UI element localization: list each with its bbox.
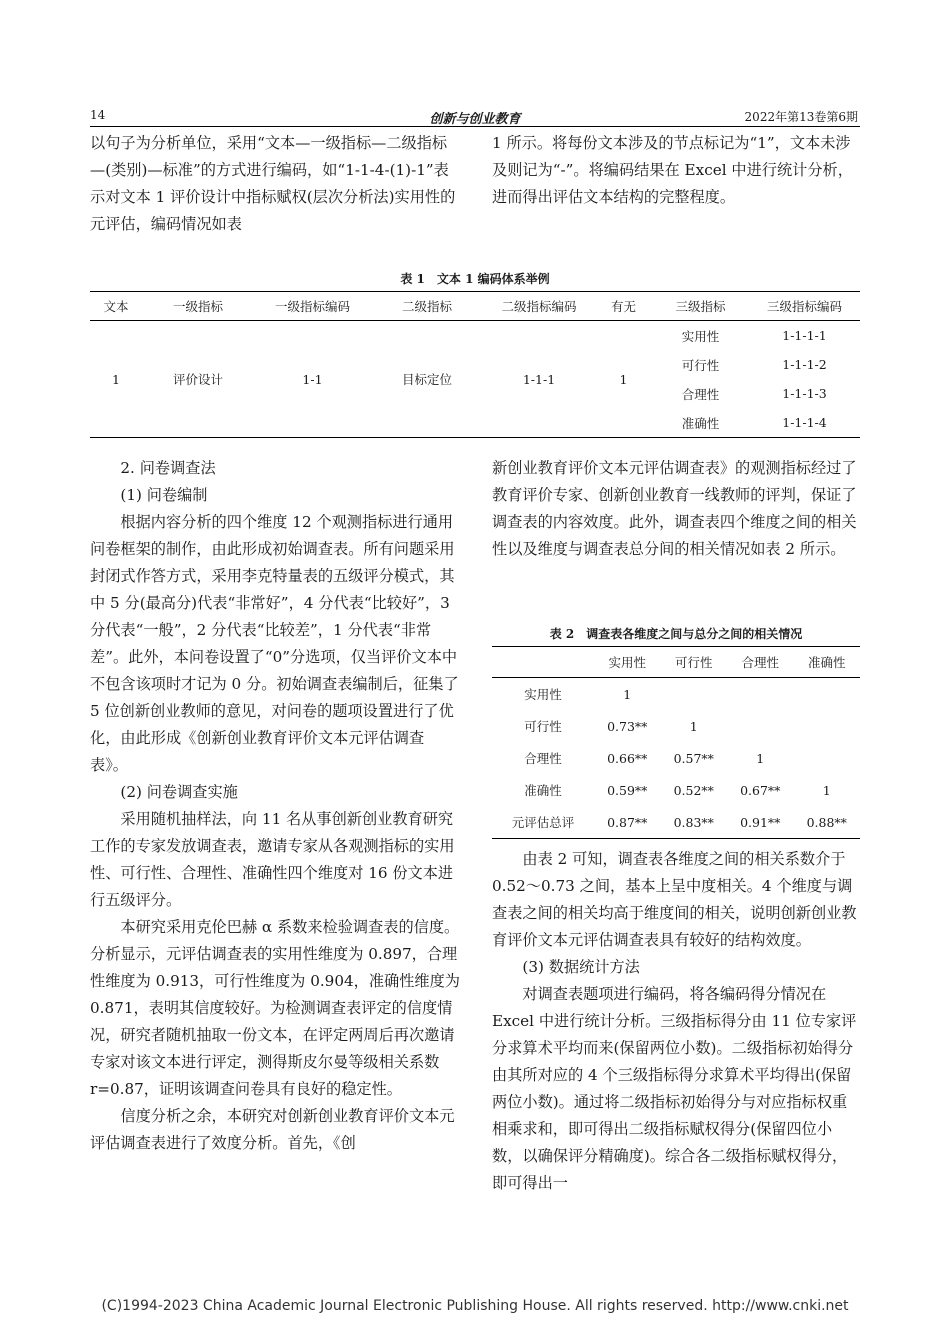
table2-cell: 可行性 bbox=[524, 719, 562, 734]
table1-cell-level3-code: 1-1-1-2 bbox=[782, 357, 827, 372]
paragraph: 根据内容分析的四个维度 12 个观测指标进行通用问卷框架的制作，由此形成初始调查表。所有问题采用封闭式作答方式，采用李克特量表的五级评分模式，其中 5 分(最高分)代表“非常好”，4 分代表“比较好”，3 分代表“一般”，2 分代表“比较差”，1 分代表“非常差”。此外，本问卷设置了“0”分选项，仅当评价文本中不包含该项时才记为 0 分。初始调查表编制后，征集了 5 位创新创业教师的意见，对问卷的题项设置进行了优化，由此形成《创新创业教育评价文本元评估调查表》。 bbox=[90, 513, 459, 774]
table2-cell bbox=[794, 678, 861, 711]
table2-cell bbox=[661, 678, 728, 711]
table2-cell: 0.91** bbox=[740, 814, 781, 830]
table2 bbox=[492, 646, 860, 839]
table-row bbox=[492, 774, 860, 806]
table1-cell-presence: 1 bbox=[619, 371, 628, 387]
table1-cell-level1-code: 1-1 bbox=[302, 371, 323, 387]
paragraph: 本研究采用克伦巴赫 α 系数来检验调查表的信度。分析显示，元评估调查表的实用性维度为 0.897，合理性维度为 0.913，可行性维度为 0.904，准确性维度为 0.871，表明其信度较好。为检测调查表评定的信度情况，研究者随机抽取一份文本，在评定两周后再次邀请专家对该文本进行评定，测得斯皮尔曼等级相关系数 r=0.87，证明该调查问卷具有良好的稳定性。 bbox=[90, 918, 460, 1098]
left-column bbox=[90, 455, 460, 1157]
subsection-title: (1) 问卷编制 bbox=[120, 486, 208, 504]
table1-cell-level3: 准确性 bbox=[681, 415, 720, 431]
table2-cell: 元评估总评 bbox=[511, 815, 575, 830]
table2-cell bbox=[727, 710, 794, 742]
table2-header: 合理性 bbox=[727, 647, 794, 678]
top-left-paragraph bbox=[90, 130, 460, 238]
table2-cell: 0.52** bbox=[673, 782, 714, 798]
table1-cell-level3: 实用性 bbox=[681, 328, 720, 344]
header-rule bbox=[90, 126, 860, 127]
table2-header: 可行性 bbox=[661, 647, 728, 678]
subsection-title: (3) 数据统计方法 bbox=[522, 958, 640, 976]
table2-cell: 0.66** bbox=[607, 750, 648, 766]
table-row bbox=[492, 710, 860, 742]
table1-header: 三级指标 bbox=[652, 292, 749, 321]
table1-cell-level2-code: 1-1-1 bbox=[522, 371, 556, 387]
table1-cell-level1: 评价设计 bbox=[172, 372, 223, 387]
table1-header: 三级指标编码 bbox=[749, 292, 860, 321]
table2-header bbox=[492, 647, 594, 678]
table-row bbox=[492, 678, 860, 711]
table2-cell bbox=[727, 678, 794, 711]
table2-cell: 0.73** bbox=[607, 718, 648, 734]
table2-cell: 0.59** bbox=[607, 782, 648, 798]
table1-cell-level2: 目标定位 bbox=[401, 372, 452, 387]
table2-cell: 0.57** bbox=[673, 750, 714, 766]
table1-header-row bbox=[90, 292, 860, 321]
paragraph: 对调查表题项进行编码，将各编码得分情况在 Excel 中进行统计分析。三级指标得分由 11 位专家评分求算术平均而来(保留两位小数)。二级指标初始得分由其所对应的 4 个三级指标得分求算术平均得出(保留两位小数)。通过将二级指标初始得分与对应指标权重相乘求和，即可得出二级指标赋权得分(保留四位小数，以确保评分精确度)。综合各二级指标赋权得分，即可得出一 bbox=[492, 985, 857, 1192]
paragraph: 信度分析之余，本研究对创新创业教育评价文本元评估调查表进行了效度分析。首先，《创 bbox=[90, 1107, 455, 1152]
table2-cell: 准确性 bbox=[524, 783, 562, 798]
table1-header: 有无 bbox=[595, 292, 652, 321]
table2-header: 实用性 bbox=[594, 647, 661, 678]
table1-cell-level3-code: 1-1-1-3 bbox=[782, 386, 827, 401]
table2-cell: 1 bbox=[689, 718, 698, 734]
right-column-top bbox=[492, 455, 860, 563]
right-column-bottom bbox=[492, 846, 860, 1197]
table2-cell: 1 bbox=[623, 686, 632, 702]
table2-cell: 1 bbox=[756, 750, 765, 766]
table1 bbox=[90, 291, 860, 438]
paragraph: 采用随机抽样法，向 11 名从事创新创业教育研究工作的专家发放调查表，邀请专家从各观测指标的实用性、可行性、合理性、准确性四个维度对 16 份文本进行五级评分。 bbox=[90, 810, 455, 909]
table-row bbox=[492, 806, 860, 839]
table1-cell-level3: 可行性 bbox=[681, 357, 720, 373]
table2-cell: 1 bbox=[822, 782, 831, 798]
paragraph: 新创业教育评价文本元评估调查表》的观测指标经过了教育评价专家、创新创业教育一线教师的评判，保证了调查表的内容效度。此外，调查表四个维度之间的相关性以及维度与调查表总分间的相关情况如表 2 所示。 bbox=[492, 459, 857, 558]
table1-cell-level3: 合理性 bbox=[681, 386, 720, 402]
table2-header: 准确性 bbox=[794, 647, 861, 678]
section-title: 2. 问卷调查法 bbox=[120, 459, 216, 477]
table2-cell bbox=[794, 742, 861, 774]
table2-cell bbox=[794, 710, 861, 742]
table2-cell: 实用性 bbox=[524, 687, 562, 702]
table1-cell-level3-code: 1-1-1-4 bbox=[782, 415, 827, 430]
issue-info: 2022年第13卷第6期 bbox=[744, 110, 858, 124]
top-right-paragraph bbox=[492, 130, 860, 211]
table1-caption: 表 1 文本 1 编码体系举例 bbox=[400, 272, 550, 286]
subsection-title: (2) 问卷调查实施 bbox=[120, 783, 238, 801]
page-number: 14 bbox=[90, 108, 106, 122]
paragraph: 由表 2 可知，调查表各维度之间的相关系数介于 0.52～0.73 之间，基本上呈中度相关。4 个维度与调查表之间的相关均高于维度间的相关，说明创新创业教育评价文本元评估调查表具有较好的结构效度。 bbox=[492, 850, 857, 949]
copyright-footer: (C)1994-2023 China Academic Journal Electronic Publishing House. All rights reserved. http://www.cnki.net bbox=[101, 1298, 849, 1314]
table-row bbox=[90, 321, 860, 351]
table1-cell-text: 1 bbox=[112, 371, 120, 387]
table1-header: 二级指标编码 bbox=[483, 292, 595, 321]
table2-cell: 0.88** bbox=[806, 814, 847, 830]
paragraph-continuation: 以句子为分析单位，采用“文本—一级指标—二级指标—(类别)—标准”的方式进行编码，如“1-1-4-(1)-1”表示对文本 1 评价设计中指标赋权(层次分析法)实用性的元评估，编码情况如表 bbox=[90, 134, 456, 233]
table2-header-row bbox=[492, 647, 860, 678]
table2-cell: 0.83** bbox=[673, 814, 714, 830]
table1-header: 二级指标 bbox=[371, 292, 483, 321]
table1-header: 文本 bbox=[90, 292, 142, 321]
table1-header: 一级指标编码 bbox=[254, 292, 371, 321]
paragraph-continuation-right: 1 所示。将每份文本涉及的节点标记为“1”，文本未涉及则记为“-”。将编码结果在 Excel 中进行统计分析，进而得出评估文本结构的完整程度。 bbox=[492, 134, 853, 206]
journal-title: 创新与创业教育 bbox=[429, 112, 521, 127]
table1-header: 一级指标 bbox=[142, 292, 254, 321]
table-row bbox=[492, 742, 860, 774]
table2-caption: 表 2 调查表各维度之间与总分之间的相关情况 bbox=[549, 627, 803, 641]
table2-cell: 合理性 bbox=[524, 751, 562, 766]
table2-cell: 0.67** bbox=[740, 782, 781, 798]
table1-cell-level3-code: 1-1-1-1 bbox=[782, 328, 827, 343]
table2-cell: 0.87** bbox=[607, 814, 648, 830]
